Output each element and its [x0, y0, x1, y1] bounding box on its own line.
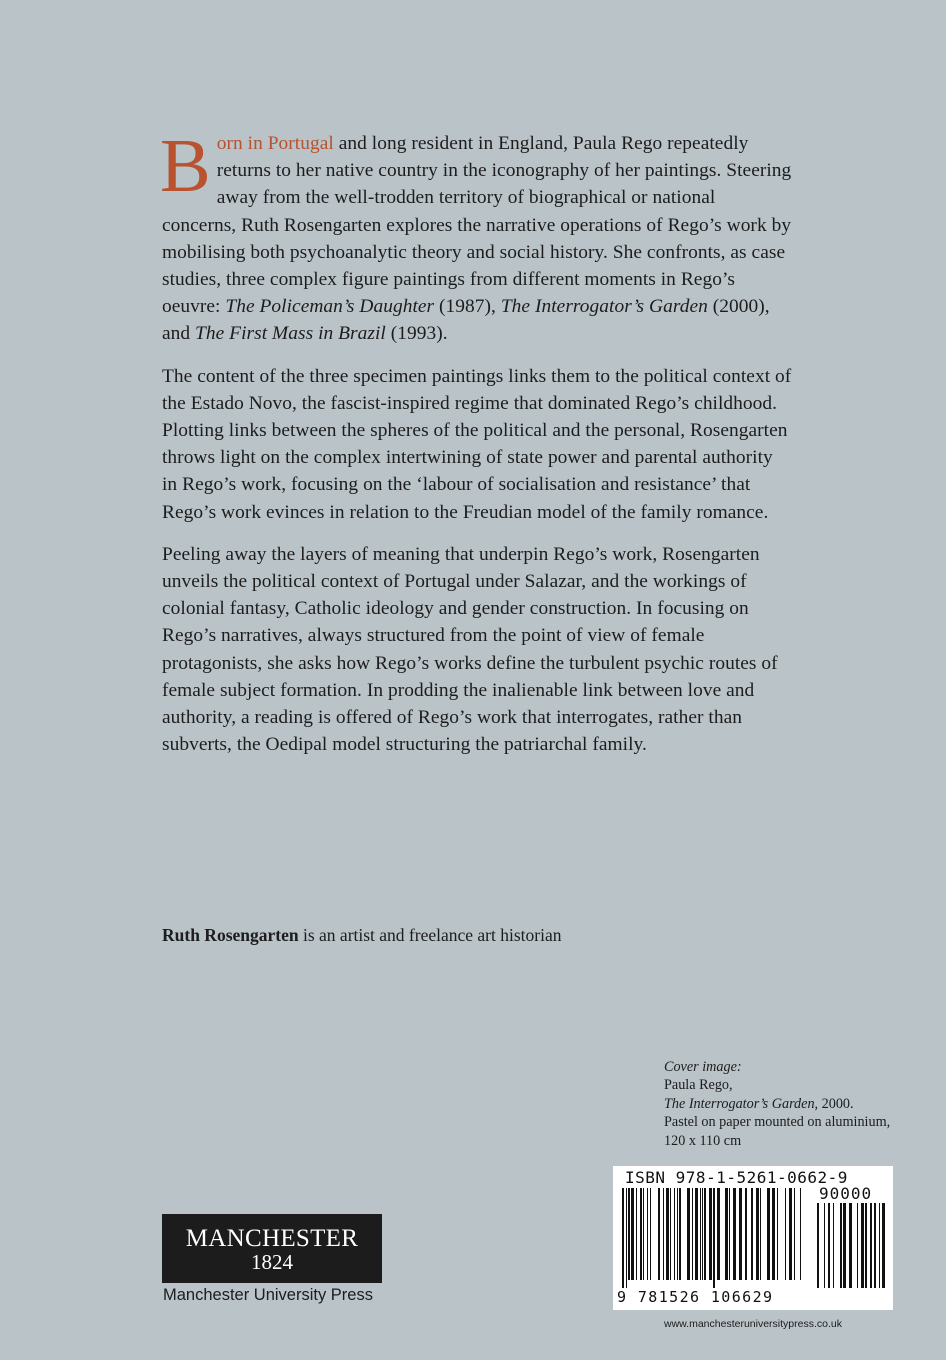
barcode-bar — [640, 1188, 642, 1280]
barcode-bar — [789, 1188, 792, 1280]
barcode-bar — [663, 1188, 664, 1280]
publisher-name: Manchester University Press — [163, 1286, 373, 1304]
barcode-bar — [870, 1203, 872, 1288]
barcode-bar — [751, 1188, 753, 1280]
barcode-bar — [628, 1188, 630, 1280]
barcode-bar — [828, 1203, 830, 1288]
barcode-bar — [882, 1203, 885, 1288]
barcode-bar — [745, 1188, 747, 1280]
barcode-bar — [857, 1203, 858, 1288]
cover-credit-artist: Paula Rego, — [664, 1077, 733, 1094]
publisher-logo — [162, 1214, 382, 1283]
isbn-label: ISBN 978-1-5261-0662-9 — [625, 1168, 848, 1187]
ean-digits: 9 781526 106629 — [617, 1288, 774, 1306]
barcode-bar — [677, 1188, 678, 1280]
p1-year-1987: (1987), — [434, 296, 501, 318]
barcode-bar — [833, 1203, 834, 1288]
barcode-bar — [733, 1188, 736, 1280]
barcode-bar — [865, 1203, 867, 1288]
barcode-bar — [636, 1188, 637, 1280]
barcode-bar — [650, 1188, 651, 1280]
cover-credit-medium: Pastel on paper mounted on aluminium, 120 x 110 cm — [664, 1114, 891, 1149]
barcode — [613, 1166, 893, 1310]
barcode-bar — [717, 1188, 720, 1280]
logo-year: 1824 — [251, 1250, 293, 1274]
barcode-bar — [631, 1188, 634, 1280]
barcode-bar — [739, 1188, 742, 1280]
title-interrogators-garden: The Interrogator’s Garden — [500, 296, 708, 318]
addon-code: 90000 — [819, 1184, 873, 1203]
barcode-bar — [647, 1188, 648, 1280]
barcode-bar — [687, 1188, 690, 1280]
barcode-bar — [840, 1203, 842, 1288]
title-first-mass: The First Mass in Brazil — [195, 323, 386, 345]
barcode-bar — [626, 1188, 627, 1288]
barcode-bar — [777, 1188, 778, 1280]
barcode-bar — [756, 1188, 759, 1280]
barcode-bar — [658, 1188, 660, 1280]
barcode-bar — [709, 1188, 712, 1280]
author-name: Ruth Rosengarten — [162, 925, 299, 945]
barcode-bar — [674, 1188, 675, 1280]
barcode-bar — [843, 1203, 846, 1288]
p1-text: and long resident in England, Paula Rego repeatedly returns to her native country in the iconography of her paintings. Steering away from the well-trodden territory of biographical or national concerns, Ruth Rosengarten explores the narrative operations of Rego’s work by mobilising both psychoanalytic theory and social history. She confronts, as case studies, three complex figure paintings from different moments in Rego’s oeuvre: — [162, 133, 792, 318]
p1-year-1993: (1993). — [385, 323, 448, 345]
barcode-bar — [700, 1188, 701, 1280]
barcode-bar — [670, 1188, 671, 1280]
blurb — [160, 124, 792, 773]
cover-credit-label: Cover image: — [664, 1059, 742, 1075]
barcode-bar — [849, 1203, 852, 1288]
barcode-bar — [702, 1188, 703, 1280]
barcode-bar — [817, 1203, 819, 1288]
barcode-bar — [666, 1188, 669, 1280]
barcode-bar — [772, 1188, 775, 1280]
author-bio-text: is an artist and freelance art historian — [298, 925, 562, 945]
barcode-bar — [767, 1188, 770, 1280]
barcode-bar — [800, 1188, 801, 1280]
drop-cap: B — [160, 124, 211, 208]
barcode-bar — [729, 1188, 730, 1280]
blurb-paragraph-1 — [160, 124, 792, 348]
barcode-bar — [622, 1188, 624, 1288]
barcode-bar — [879, 1203, 880, 1288]
blurb-paragraph-2: The content of the three specimen paintings links them to the political context of the Estado Novo, the fascist-inspired regime that dominated Rego’s childhood. Plotting links between the spheres of the political and the personal, Rosengarten throws light on the complex intertwining of state power and parental authority in Rego’s work, focusing on the ‘labour of socialisation and resistance’ that Rego’s work evinces in relation to the Freudian model of the family romance. — [162, 365, 792, 523]
barcode-bar — [874, 1203, 876, 1288]
barcode-bar — [794, 1188, 795, 1280]
ean-bars — [621, 1188, 806, 1288]
publisher-url: www.manchesteruniversitypress.co.uk — [664, 1318, 842, 1330]
barcode-bar — [861, 1203, 864, 1288]
cover-credit-year: , 2000. — [814, 1095, 854, 1112]
p1-year-2000: (2000), and — [162, 296, 770, 345]
barcode-bar — [713, 1188, 715, 1288]
cover-credit — [664, 1058, 894, 1150]
barcode-bar — [824, 1203, 825, 1288]
barcode-bar — [704, 1188, 706, 1280]
title-policemans-daughter: The Policeman’s Daughter — [225, 296, 435, 318]
blurb-paragraph-3: Peeling away the layers of meaning that underpin Rego’s work, Rosengarten unveils the political context of Portugal under Salazar, and the workings of colonial fantasy, Catholic ideology and gender construction. In focusing on Rego’s narratives, always structured from the point of view of female protagonists, she asks how Rego’s works define the turbulent psychic routes of female subject formation. In prodding the inalienable link between love and authority, a reading is offered of Rego’s work that interrogates, rather than subverts, the Oedipal model structuring the patriarchal family. — [162, 543, 778, 756]
barcode-bar — [643, 1188, 644, 1280]
barcode-bar — [679, 1188, 681, 1280]
addon-bars — [816, 1203, 886, 1288]
barcode-bar — [725, 1188, 728, 1280]
barcode-bar — [785, 1188, 786, 1280]
barcode-bar — [760, 1188, 761, 1280]
barcode-bar — [695, 1188, 698, 1280]
barcode-bar — [692, 1188, 693, 1280]
logo-name: MANCHESTER — [185, 1225, 359, 1252]
lead-in: orn in Portugal — [216, 133, 334, 154]
cover-credit-work: The Interrogator’s Garden — [664, 1095, 815, 1112]
author-bio — [162, 925, 562, 946]
